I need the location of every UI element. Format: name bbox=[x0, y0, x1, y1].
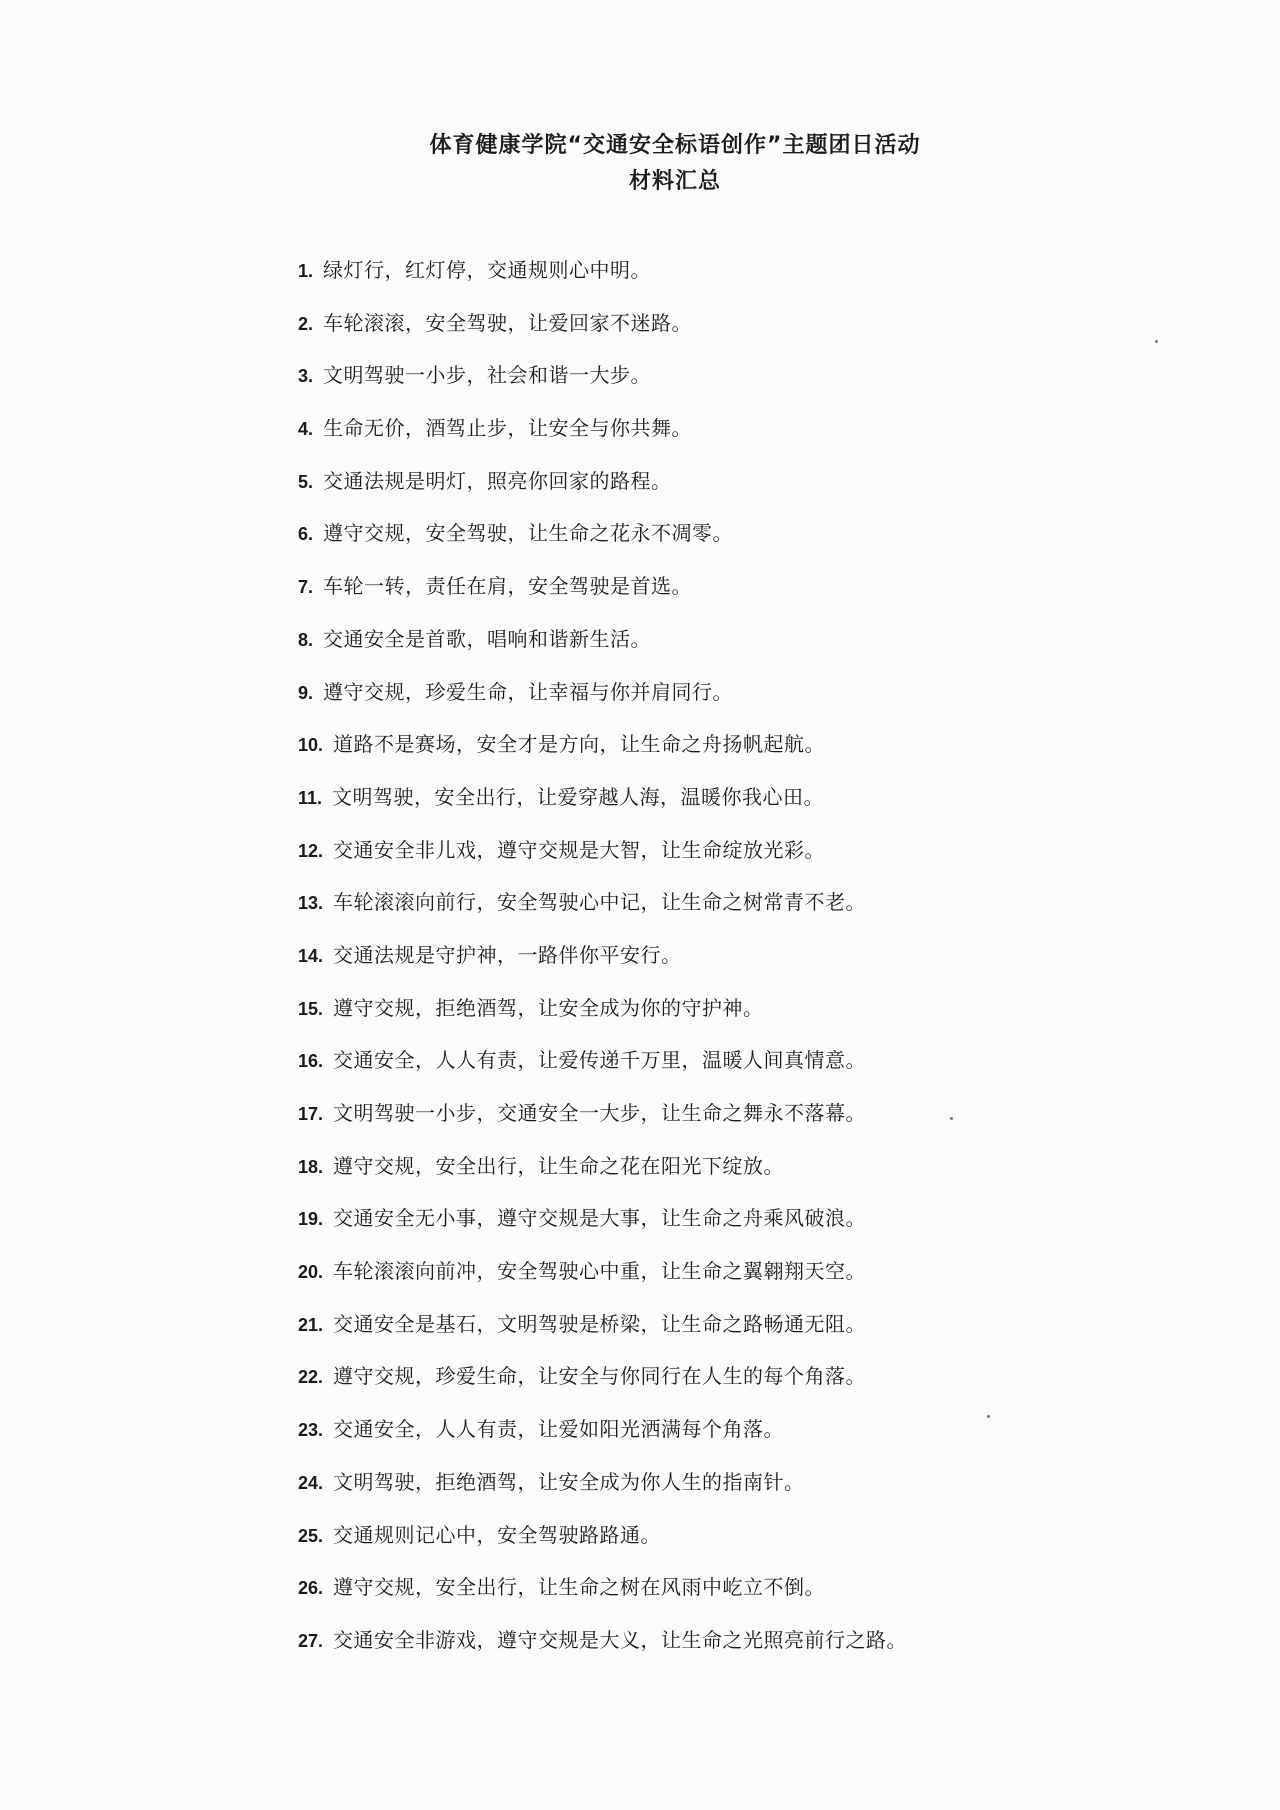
slogan-item bbox=[298, 1150, 907, 1203]
slogan-text: 交通规则记心中，安全驾驶路路通。 bbox=[333, 1522, 662, 1547]
slogan-number: 24. bbox=[298, 1472, 324, 1493]
slogan-item bbox=[298, 886, 907, 939]
slogan-number: 7. bbox=[298, 577, 314, 598]
slogan-number: 25. bbox=[298, 1525, 324, 1546]
scan-speck bbox=[1155, 340, 1158, 343]
slogan-list bbox=[298, 254, 907, 1677]
slogan-number: 18. bbox=[298, 1156, 324, 1177]
slogan-number: 17. bbox=[298, 1104, 324, 1124]
slogan-item bbox=[298, 1044, 907, 1097]
slogan-number: 9. bbox=[298, 682, 314, 703]
slogan-text: 交通安全非儿戏，遵守交规是大智，让生命绽放光彩。 bbox=[333, 837, 826, 862]
slogan-text: 交通法规是明灯，照亮你回家的路程。 bbox=[323, 468, 672, 493]
slogan-text: 遵守交规，拒绝酒驾，让安全成为你的守护神。 bbox=[333, 995, 764, 1020]
slogan-text: 车轮一转，责任在肩，安全驾驶是首选。 bbox=[323, 574, 693, 599]
slogan-text: 车轮滚滚向前行，安全驾驶心中记，让生命之树常青不老。 bbox=[333, 890, 867, 915]
slogan-item bbox=[298, 307, 907, 360]
slogan-number: 19. bbox=[298, 1209, 324, 1230]
slogan-number: 22. bbox=[298, 1367, 324, 1388]
scan-speck bbox=[950, 1117, 953, 1120]
slogan-item bbox=[298, 1519, 907, 1572]
slogan-item bbox=[298, 1413, 907, 1466]
slogan-text: 车轮滚滚，安全驾驶，让爱回家不迷路。 bbox=[323, 310, 693, 335]
slogan-item bbox=[298, 1571, 907, 1624]
slogan-text: 交通安全，人人有责，让爱传递千万里，温暖人间真情意。 bbox=[333, 1048, 867, 1073]
slogan-text: 遵守交规，珍爱生命，让幸福与你并肩同行。 bbox=[323, 679, 734, 704]
slogan-text: 文明驾驶，拒绝酒驾，让安全成为你人生的指南针。 bbox=[333, 1469, 805, 1494]
slogan-item bbox=[298, 1466, 907, 1519]
slogan-item bbox=[298, 1202, 907, 1255]
slogan-number: 13. bbox=[298, 893, 324, 914]
slogan-number: 6. bbox=[298, 524, 314, 545]
slogan-item bbox=[298, 570, 907, 623]
slogan-number: 3. bbox=[298, 366, 314, 387]
slogan-item bbox=[298, 1097, 907, 1150]
slogan-item bbox=[298, 781, 907, 834]
slogan-number: 5. bbox=[298, 471, 314, 492]
slogan-number: 23. bbox=[298, 1420, 324, 1441]
slogan-item bbox=[298, 623, 907, 676]
document-title bbox=[0, 128, 1280, 200]
slogan-number: 10. bbox=[298, 735, 324, 756]
title-line-1: 体育健康学院“交通安全标语创作”主题团日活动 bbox=[429, 133, 921, 158]
slogan-item bbox=[298, 1360, 907, 1413]
slogan-item bbox=[298, 676, 907, 729]
slogan-text: 绿灯行，红灯停，交通规则心中明。 bbox=[323, 258, 652, 282]
slogan-number: 16. bbox=[298, 1051, 324, 1072]
slogan-text: 交通安全非游戏，遵守交规是大义，让生命之光照亮前行之路。 bbox=[333, 1627, 908, 1652]
slogan-text: 交通法规是守护神，一路伴你平安行。 bbox=[333, 942, 682, 967]
slogan-text: 遵守交规，珍爱生命，让安全与你同行在人生的每个角落。 bbox=[333, 1364, 867, 1389]
slogan-number: 12. bbox=[298, 840, 324, 861]
slogan-number: 27. bbox=[298, 1630, 324, 1651]
slogan-number: 20. bbox=[298, 1262, 324, 1283]
slogan-number: 1. bbox=[298, 261, 314, 281]
slogan-text: 交通安全无小事，遵守交规是大事，让生命之舟乘风破浪。 bbox=[333, 1206, 867, 1231]
slogan-text: 生命无价，酒驾止步，让安全与你共舞。 bbox=[323, 416, 693, 441]
slogan-item bbox=[298, 728, 907, 781]
slogan-text: 文明驾驶，安全出行，让爱穿越人海，温暖你我心田。 bbox=[332, 784, 825, 809]
slogan-text: 文明驾驶一小步，交通安全一大步，让生命之舞永不落幕。 bbox=[333, 1101, 867, 1125]
slogan-number: 4. bbox=[298, 419, 314, 440]
slogan-item bbox=[298, 359, 907, 412]
slogan-item bbox=[298, 939, 907, 992]
slogan-text: 道路不是赛场，安全才是方向，让生命之舟扬帆起航。 bbox=[333, 732, 826, 757]
slogan-text: 车轮滚滚向前冲，安全驾驶心中重，让生命之翼翱翔天空。 bbox=[333, 1259, 867, 1284]
slogan-item bbox=[298, 517, 907, 570]
slogan-item bbox=[298, 992, 907, 1045]
slogan-item bbox=[298, 254, 907, 307]
slogan-item bbox=[298, 834, 907, 887]
slogan-number: 26. bbox=[298, 1578, 324, 1599]
slogan-number: 2. bbox=[298, 313, 314, 334]
slogan-text: 交通安全是基石，文明驾驶是桥梁，让生命之路畅通无阻。 bbox=[333, 1311, 867, 1336]
slogan-number: 8. bbox=[298, 629, 314, 650]
slogan-text: 遵守交规，安全出行，让生命之树在风雨中屹立不倒。 bbox=[333, 1575, 826, 1600]
title-line-2: 材料汇总 bbox=[628, 169, 721, 194]
slogan-item bbox=[298, 465, 907, 518]
slogan-text: 交通安全是首歌，唱响和谐新生活。 bbox=[323, 626, 652, 651]
slogan-item bbox=[298, 1255, 907, 1308]
slogan-text: 遵守交规，安全出行，让生命之花在阳光下绽放。 bbox=[333, 1153, 785, 1178]
slogan-item bbox=[298, 1308, 907, 1361]
slogan-item bbox=[298, 412, 907, 465]
slogan-number: 15. bbox=[298, 998, 324, 1019]
slogan-text: 文明驾驶一小步，社会和谐一大步。 bbox=[323, 363, 652, 388]
slogan-number: 21. bbox=[298, 1314, 324, 1335]
slogan-text: 交通安全，人人有责，让爱如阳光洒满每个角落。 bbox=[333, 1417, 785, 1442]
scan-speck bbox=[987, 1415, 990, 1418]
slogan-item bbox=[298, 1624, 907, 1677]
slogan-text: 遵守交规，安全驾驶，让生命之花永不凋零。 bbox=[323, 521, 734, 546]
slogan-number: 14. bbox=[298, 945, 324, 966]
slogan-number: 11. bbox=[298, 787, 323, 808]
